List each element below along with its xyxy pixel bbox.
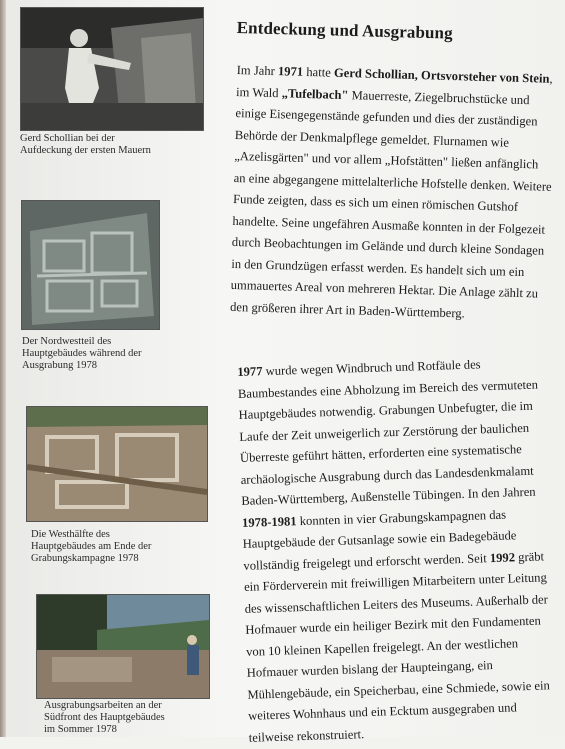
p1-place: „Tufelbach" [281, 85, 349, 102]
board-edge [0, 0, 6, 737]
caption-photo-2: Der Nordwestteil des Hauptgebäudes während der Ausgrabung 1978 [22, 336, 142, 371]
caption-photo-3: Die Westhälfte des Hauptgebäudes am Ende der Grabungskampagne 1978 [31, 529, 152, 564]
photo-model-image [22, 201, 159, 329]
p2-text-3: gräbt ein Förderverein mit freiwilligen Mitarbeitern unter Leitung des wissenschaftlichen Leiters des Museums. Außerhalb der Hofmauer wurde ein heiliger Bezirk mit den Fundamenten von 10 kleinen Kapellen freigelegt. An der westlichen Hofmauer wurden bislang der Haupteingang, ein Mühlengebäude, ein Speicherbau, eine Schmiede, sowie ein weiteres Wohnhaus und ein Ecktum ausgegraben und teilweise rekonstruiert. [243, 548, 551, 745]
photo-south-front [36, 594, 210, 699]
p1-text-3: , im Wald [235, 71, 553, 100]
photo-west-half [26, 406, 208, 522]
paragraph-discovery [230, 60, 555, 327]
photo-schollian-image [21, 8, 203, 130]
section-heading: Entdeckung und Ausgrabung [236, 18, 453, 43]
p2-year-1992: 1992 [489, 549, 516, 565]
p1-text-4: Mauerreste, Ziegelbruchstücke und einige Eisengegenstände gefunden und dies der zuständigen Behörde der Denkmalpflege gemeldet. Flurnamen wie „Azelisgärten" und vor allem „Hofstätten" ließen anfänglich an eine abgegangene mittelalterliche Hofstelle denken. Weitere Funde zeigten, dass es sich um einen römischen Gutshof handelte. Seine ungefähren Ausmaße konnten in der Folgezeit durch Beobachtungen im Gelände und durch kleine Sondagen in den Grundzügen erfasst werden. Es handelt sich um ein ummauertes Areal von mehreren Hektar. Die Anlage zählt zu den größeren ihrer Art in Baden-Württemberg. [229, 87, 552, 320]
caption-photo-1: Gerd Schollian bei der Aufdeckung der ersten Mauern [20, 133, 151, 156]
p1-text-1: Im Jahr [236, 62, 279, 79]
photo-west-half-image [27, 407, 207, 521]
p1-year: 1971 [277, 64, 304, 79]
caption-photo-4: Ausgrabungsarbeiten an der Südfront des Hauptgebäudes im Sommer 1978 [44, 700, 165, 735]
p2-text-2: konnten in vier Grabungskampagnen das Hauptgebäude der Gutsanlage sowie ein Badegebäude vollständig freigelegt und erforscht werden. Seit [242, 507, 517, 573]
paragraph-excavation [237, 352, 564, 749]
photo-model [21, 200, 160, 330]
photo-schollian [20, 7, 204, 131]
p2-year-1977: 1977 [237, 364, 263, 379]
p2-years-1978-1981: 1978-1981 [241, 513, 297, 530]
photo-south-front-image [37, 595, 209, 698]
p2-text-1: wurde wegen Windbruch und Rotfäule des Baumbestandes eine Abholzung im Bereich des vermuteten Hauptgebäudes notwendig. Grabungen Unbefugter, die im Laufe der Zeit unweigerlich zur Zerstörung der baulichen Überreste geführt hätten, erforderten eine systematische archäologische Ausgrabung durch das Landesdenkmalamt Baden-Württemberg, Außenstelle Tübingen. In den Jahren [237, 357, 539, 508]
p1-text-2: hatte [302, 64, 335, 80]
p1-person: Gerd Schollian, Ortsvorsteher von Stein [333, 65, 550, 86]
